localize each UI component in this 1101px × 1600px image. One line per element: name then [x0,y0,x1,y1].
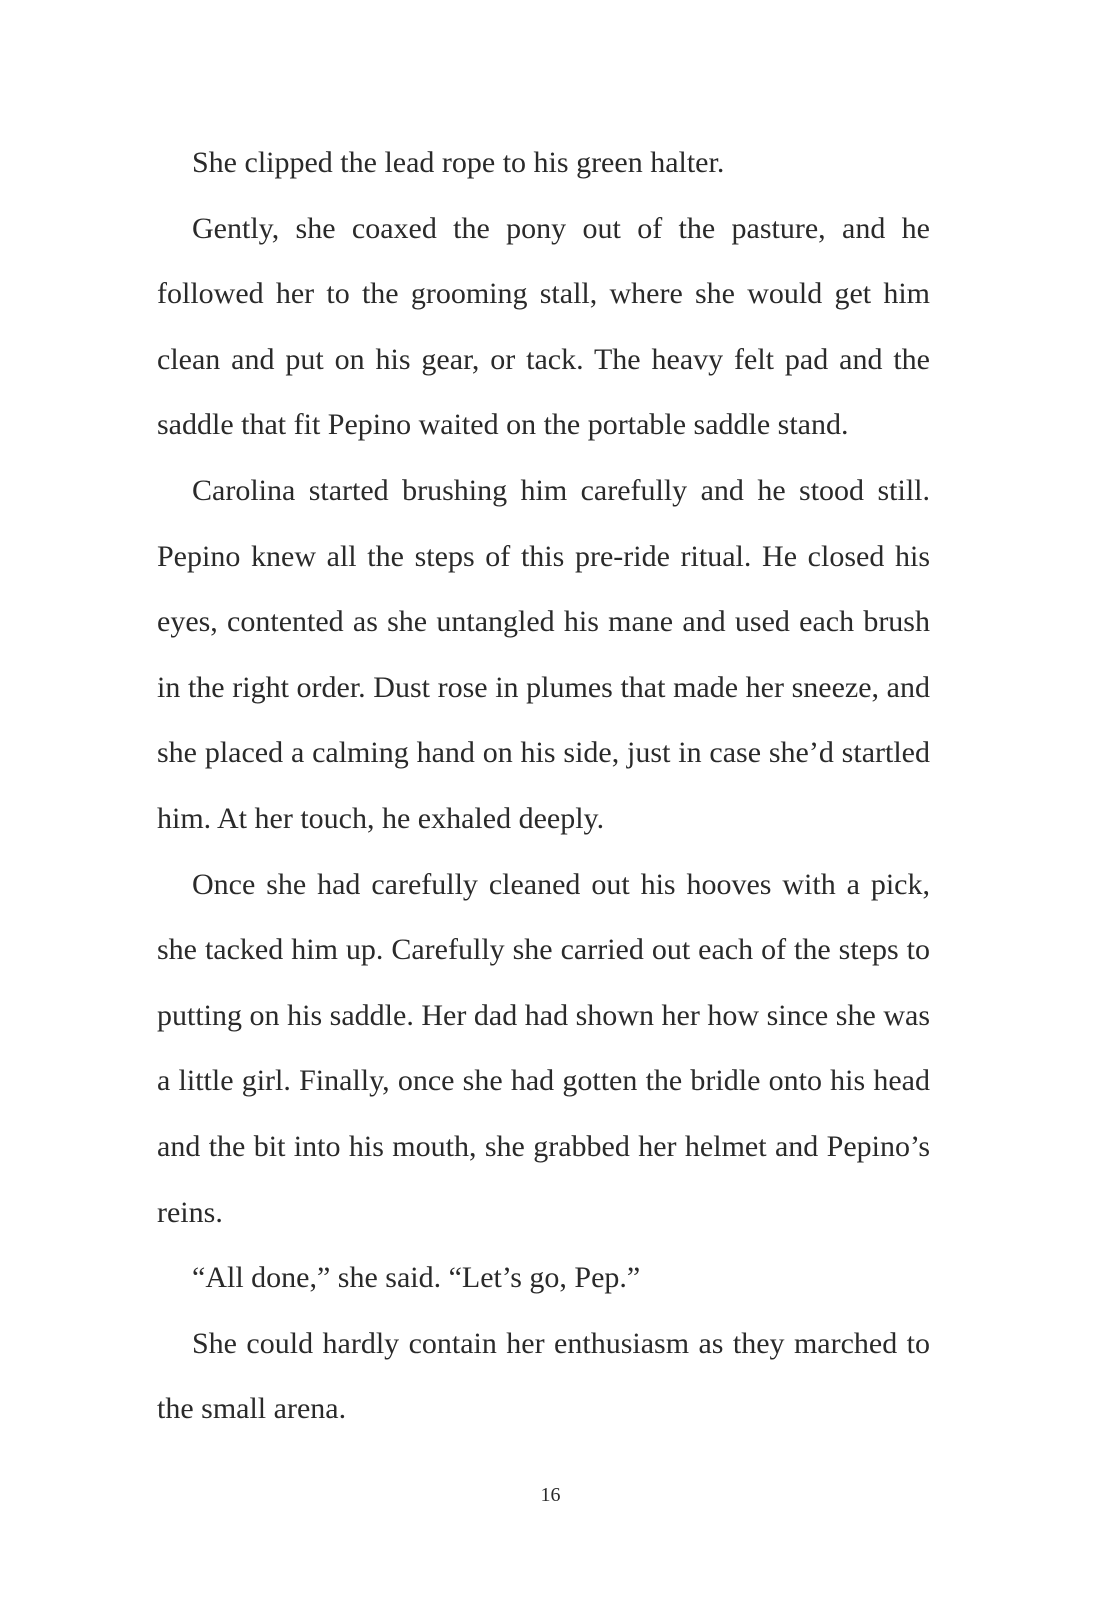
paragraph-2: Gently, she coaxed the pony out of the pasture, and he followed her to the grooming stall, where she would get him clean and put on his gear, or tack. The heavy felt pad and the saddle that fit Pepino waited on the portable saddle stand. [157,211,930,442]
paragraph-6: She could hardly contain her enthusiasm as they marched to the small arena. [157,1326,930,1426]
paragraph-4: Once she had carefully cleaned out his hooves with a pick, she tacked him up. Carefully she carried out each of the steps to putting on his saddle. Her dad had shown her how since she was a little girl. Finally, once she had gotten the bridle onto his head and the bit into his mouth, she grabbed her helmet and Pepino’s reins. [157,867,930,1229]
paragraph-1: She clipped the lead rope to his green halter. [192,146,725,179]
body-text [157,130,930,1442]
page-number: 16 [540,1484,561,1506]
paragraph-5: “All done,” she said. “Let’s go, Pep.” [192,1261,641,1295]
paragraph-3: Carolina started brushing him carefully and he stood still. Pepino knew all the steps of this pre-ride ritual. He closed his eyes, contented as she untangled his mane and used each brush in the right order. Dust rose in plumes that made her sneeze, and she placed a calming hand on his side, just in case she’d startled him. At her touch, he exhaled deeply. [157,473,930,835]
